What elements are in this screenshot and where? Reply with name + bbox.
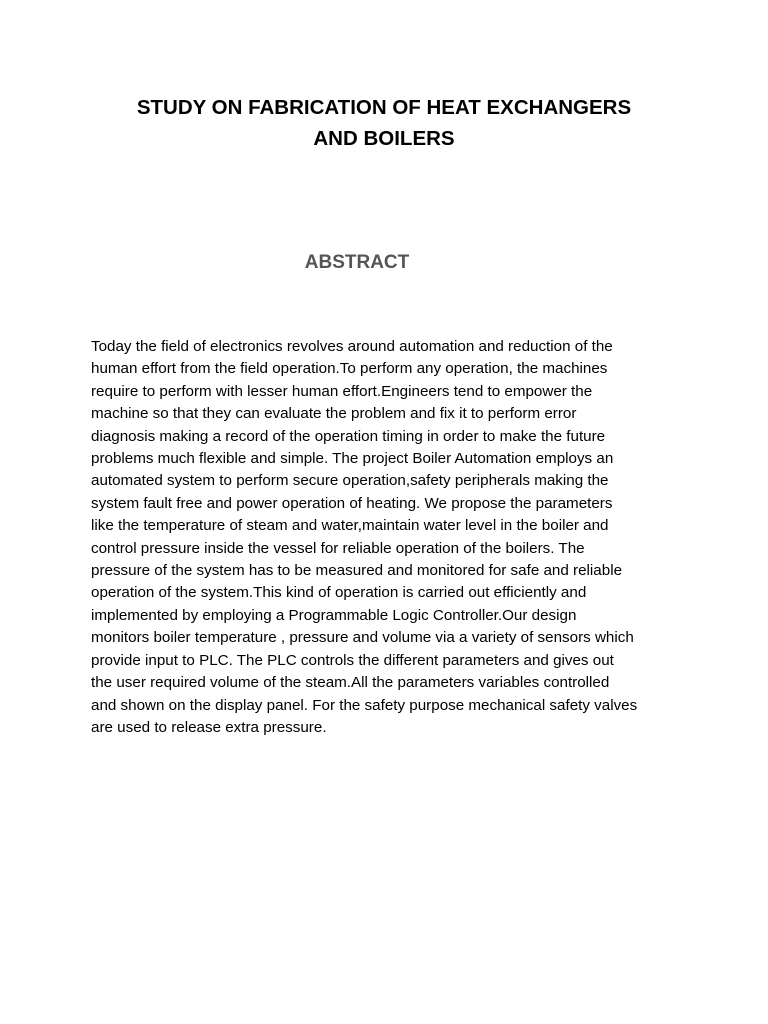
abstract-line: like the temperature of steam and water,maintain water level in the boiler and	[91, 517, 609, 535]
abstract-line: implemented by employing a Programmable Logic Controller.Our design	[91, 606, 577, 624]
abstract-line: problems much flexible and simple. The project Boiler Automation employs an	[91, 450, 614, 468]
title-line: AND BOILERS	[313, 127, 455, 150]
document-title	[84, 92, 684, 154]
abstract-heading: ABSTRACT	[304, 252, 410, 273]
abstract-line: system fault free and power operation of heating. We propose the parameters	[91, 494, 613, 512]
title-line: STUDY ON FABRICATION OF HEAT EXCHANGERS	[136, 96, 632, 119]
abstract-line: the user required volume of the steam.All the parameters variables controlled	[91, 674, 610, 692]
abstract-line: are used to release extra pressure.	[91, 718, 327, 736]
abstract-line: require to perform with lesser human effort.Engineers tend to empower the	[91, 382, 593, 400]
abstract-line: automated system to perform secure operation,safety peripherals making the	[91, 472, 609, 490]
abstract-line: monitors boiler temperature , pressure and volume via a variety of sensors which	[91, 629, 634, 647]
abstract-line: human effort from the field operation.To perform any operation, the machines	[91, 360, 608, 378]
abstract-line: control pressure inside the vessel for reliable operation of the boilers. The	[91, 539, 585, 557]
abstract-line: machine so that they can evaluate the problem and fix it to perform error	[91, 405, 577, 423]
abstract-line: provide input to PLC. The PLC controls the different parameters and gives out	[91, 651, 614, 669]
abstract-line: and shown on the display panel. For the safety purpose mechanical safety valves	[91, 696, 638, 714]
abstract-paragraph	[91, 336, 691, 739]
abstract-line: pressure of the system has to be measured and monitored for safe and reliable	[91, 562, 623, 580]
abstract-line: diagnosis making a record of the operation timing in order to make the future	[91, 427, 606, 445]
abstract-line: operation of the system.This kind of operation is carried out efficiently and	[91, 584, 587, 602]
abstract-line: Today the field of electronics revolves around automation and reduction of the	[91, 338, 613, 355]
